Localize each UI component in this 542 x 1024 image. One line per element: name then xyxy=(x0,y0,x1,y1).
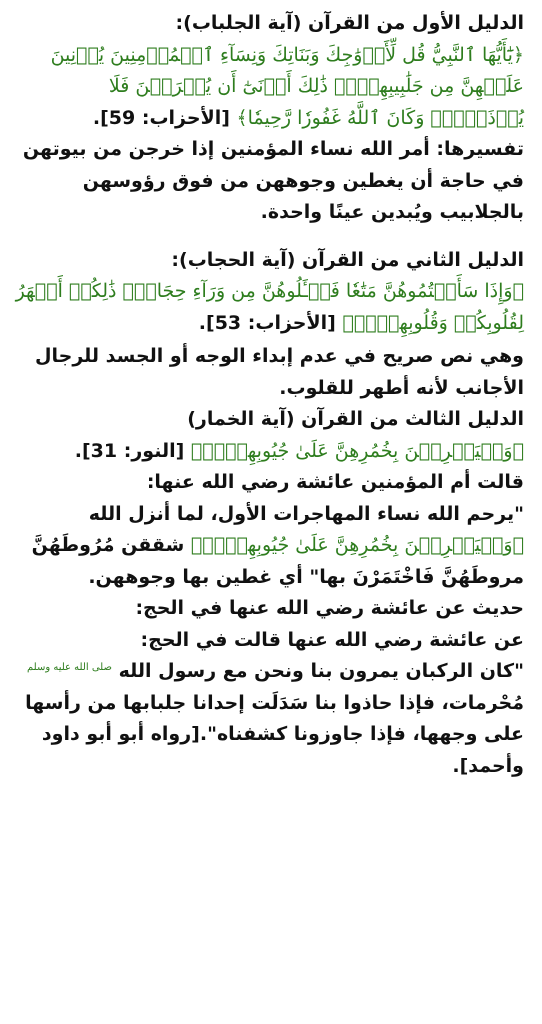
evidence-three-heading: الدليل الثالث من القرآن (آية الخمار) xyxy=(187,408,524,430)
hadith-text-start: "كان الركبان يمرون بنا ونحن مع رسول الله xyxy=(111,660,524,682)
evidence-one xyxy=(14,8,524,229)
salawat-ligature: صلى الله عليه وسلم xyxy=(26,661,112,673)
evidence-one-heading: الدليل الأول من القرآن (آية الجلباب): xyxy=(175,12,524,34)
evidence-one-tafsir: تفسيرها: أمر الله نساء المؤمنين إذا خرجن من بيوتهن في حاجة أن يغطين وجوههن من فوق رؤوسهن بالجلابيب ويُبدين عينًا واحدة. xyxy=(22,138,524,223)
section-gap xyxy=(14,229,524,245)
hadith-intro: عن عائشة رضي الله عنها قالت في الحج: xyxy=(140,628,524,651)
evidence-three-verse-block xyxy=(14,436,524,468)
aisha-quote-end: شققن مُرُوطَهُنَّ مروطَهُنَّ فَاخْتَمَرْنَ بها" أي غطين بها وجوههن. xyxy=(31,534,524,588)
evidence-two-heading: الدليل الثاني من القرآن (آية الحجاب): xyxy=(171,248,524,271)
evidence-three xyxy=(14,404,524,593)
evidence-three-verse: ﴿وَلۡيَضۡرِبۡنَ بِخُمُرِهِنَّ عَلَىٰ جُيُوبِهِنَّۖ﴾ xyxy=(190,439,524,462)
evidence-two-reference: [الأحزاب: 53]. xyxy=(198,311,343,334)
evidence-one-reference: [الأحزاب: 59]. xyxy=(92,106,237,129)
evidence-two-explanation: وهي نص صريح في عدم إبداء الوجه أو الجسد للرجال الأجانب لأنه أطهر للقلوب. xyxy=(35,345,524,399)
evidence-two xyxy=(14,245,524,405)
hadith-heading: حديث عن عائشة رضي الله عنها في الحج: xyxy=(135,597,524,619)
evidence-two-verse: ﴿وَإِذَا سَأَلۡتُمُوهُنَّ مَتَٰعٗا فَسۡـَٔلُوهُنَّ مِن وَرَآءِ حِجَابٖۚ ذَٰلِكُمۡ أَطۡهَرُ لِقُلُوبِكُمۡ وَقُلُوبِهِنَّۚ﴾ xyxy=(15,280,524,334)
hadith-section xyxy=(14,593,524,782)
evidence-three-reference: [النور: 31]. xyxy=(74,439,191,462)
hadith-text xyxy=(14,656,524,782)
evidence-one-verse-block xyxy=(14,40,524,135)
evidence-one-verse: ﴿يَٰٓأَيُّهَا ٱلنَّبِيُّ قُل لِّأَزۡوَٰجِكَ وَبَنَاتِكَ وَنِسَآءِ ٱلۡمُؤۡمِنِينَ يُدۡنِينَ عَلَيۡهِنَّ مِن جَلَٰبِيبِهِنَّۚ ذَٰلِكَ أَدۡنَىٰٓ أَن يُعۡرَفۡنَ فَلَا يُؤۡذَيۡنَۗ وَكَانَ ٱللَّهُ غَفُورٗا رَّحِيمٗا﴾ xyxy=(50,43,524,129)
hadith-text-end: مُحْرمات، فإذا حاذوا بنا سَدَلَت إحدانا جلبابها من رأسها على وجهها، فإذا جاوزونا كشفناه".[رواه أبو أبو داود وأحمد]. xyxy=(25,691,524,777)
aisha-quote xyxy=(14,499,524,594)
evidence-two-verse-block xyxy=(14,276,524,339)
aisha-quote-verse: ﴿وَلۡيَضۡرِبۡنَ بِخُمُرِهِنَّ عَلَىٰ جُيُوبِهِنَّۖ﴾ xyxy=(190,534,524,556)
aisha-intro: قالت أم المؤمنين عائشة رضي الله عنها: xyxy=(146,471,524,493)
aisha-quote-start: "يرحم الله نساء المهاجرات الأول، لما أنزل الله xyxy=(88,502,524,525)
